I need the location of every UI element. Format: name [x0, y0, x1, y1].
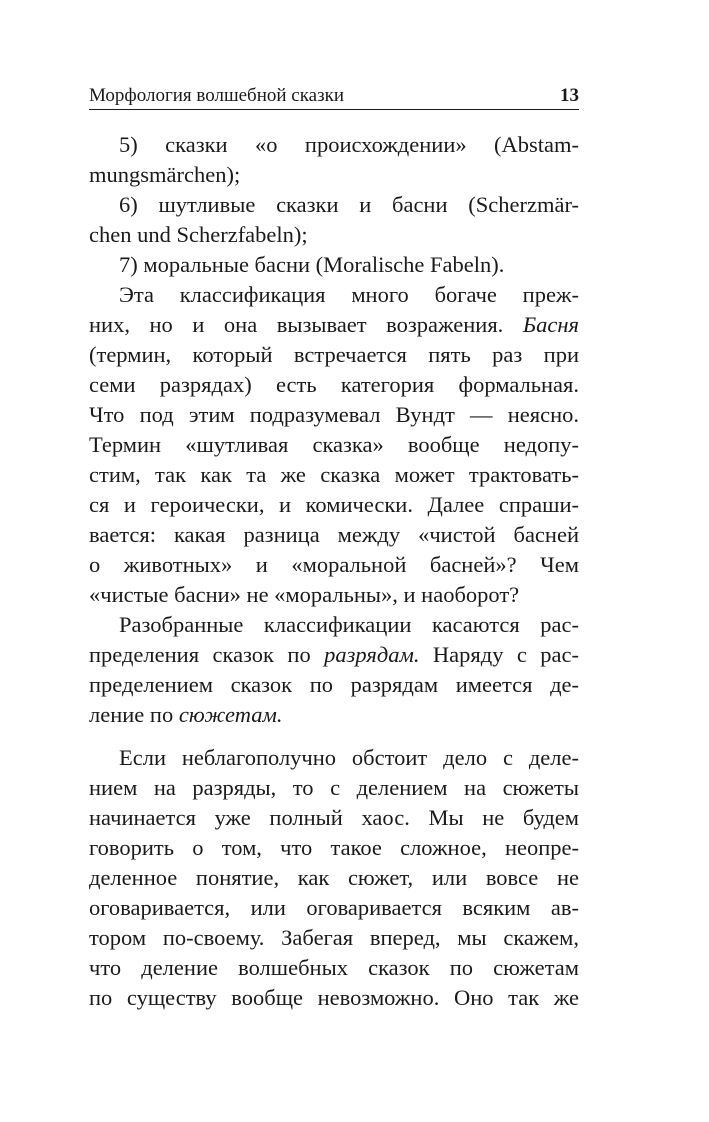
text-segment: пределения сказок по: [89, 642, 311, 667]
text-line: что деление волшебных сказок по сюжетам: [89, 955, 579, 980]
text-line: по существу вообще невозможно. Оно так же: [89, 985, 579, 1010]
text-segment: ление по: [89, 702, 174, 727]
text-line: chen und Scherzfabeln);: [89, 222, 308, 247]
text-line: деленное понятие, как сюжет, или вовсе не: [89, 865, 579, 890]
text-line: начинается уже полный хаос. Мы не будем: [89, 805, 579, 830]
text-line: 7) моральные басни (Moralische Fabeln).: [119, 252, 505, 277]
italic-term: сюжетам.: [178, 702, 283, 727]
text-line: нием на разряды, то с делением на сюжеты: [89, 775, 579, 800]
text-line: семи разрядах) есть категория формальная.: [89, 372, 579, 397]
text-line: «чистые басни» не «моральны», и наоборот?: [89, 582, 520, 607]
text-line: Если неблагополучно обстоит дело с деле-: [119, 745, 579, 770]
text-line: о животных» и «моральной басней»? Чем: [89, 552, 579, 577]
text-line: тором по-своему. Забегая вперед, мы скажем,: [89, 925, 579, 950]
text-line: Разобранные классификации касаются рас-: [119, 612, 579, 637]
text-line: Что под этим подразумевал Вундт — неясно.: [89, 402, 579, 427]
text-line: стим, так как та же сказка может трактовать-: [89, 462, 579, 487]
text-segment: Наряду с рас-: [432, 642, 579, 667]
text-line: ся и героически, и комически. Далее спраши-: [89, 492, 579, 517]
text-line: (термин, который встречается пять раз при: [89, 342, 579, 367]
running-title: Морфология волшебной сказки: [89, 85, 345, 106]
text-line: оговаривается, или оговаривается всяким ав-: [89, 895, 579, 920]
text-line: Термин «шутливая сказка» вообще недопу-: [89, 432, 579, 457]
text-line: mungsmärchen);: [89, 162, 241, 187]
text-line: Эта классификация много богаче преж-: [119, 282, 579, 307]
header-rule: [89, 109, 579, 110]
text-line: 5) сказки «о происхождении» (Abstam-: [119, 132, 579, 157]
italic-term: Басня: [522, 312, 579, 337]
text-line: [89, 310, 579, 340]
text-line: вается: какая разница между «чистой басней: [89, 522, 579, 547]
text-line: 6) шутливые сказки и басни (Scherzmär-: [119, 192, 579, 217]
page-number: 13: [560, 85, 579, 106]
text-line: [89, 640, 579, 670]
text-line: пределением сказок по разрядам имеется де-: [89, 672, 579, 697]
text-line: говорить о том, что такое сложное, неопре-: [89, 835, 579, 860]
text-segment: них, но и она вызывает возражения.: [89, 312, 504, 337]
paragraph-gap: [89, 730, 579, 743]
text-line: [89, 700, 579, 730]
body-text: [89, 130, 579, 1013]
running-header: [89, 84, 579, 108]
italic-term: разрядам.: [324, 642, 420, 667]
